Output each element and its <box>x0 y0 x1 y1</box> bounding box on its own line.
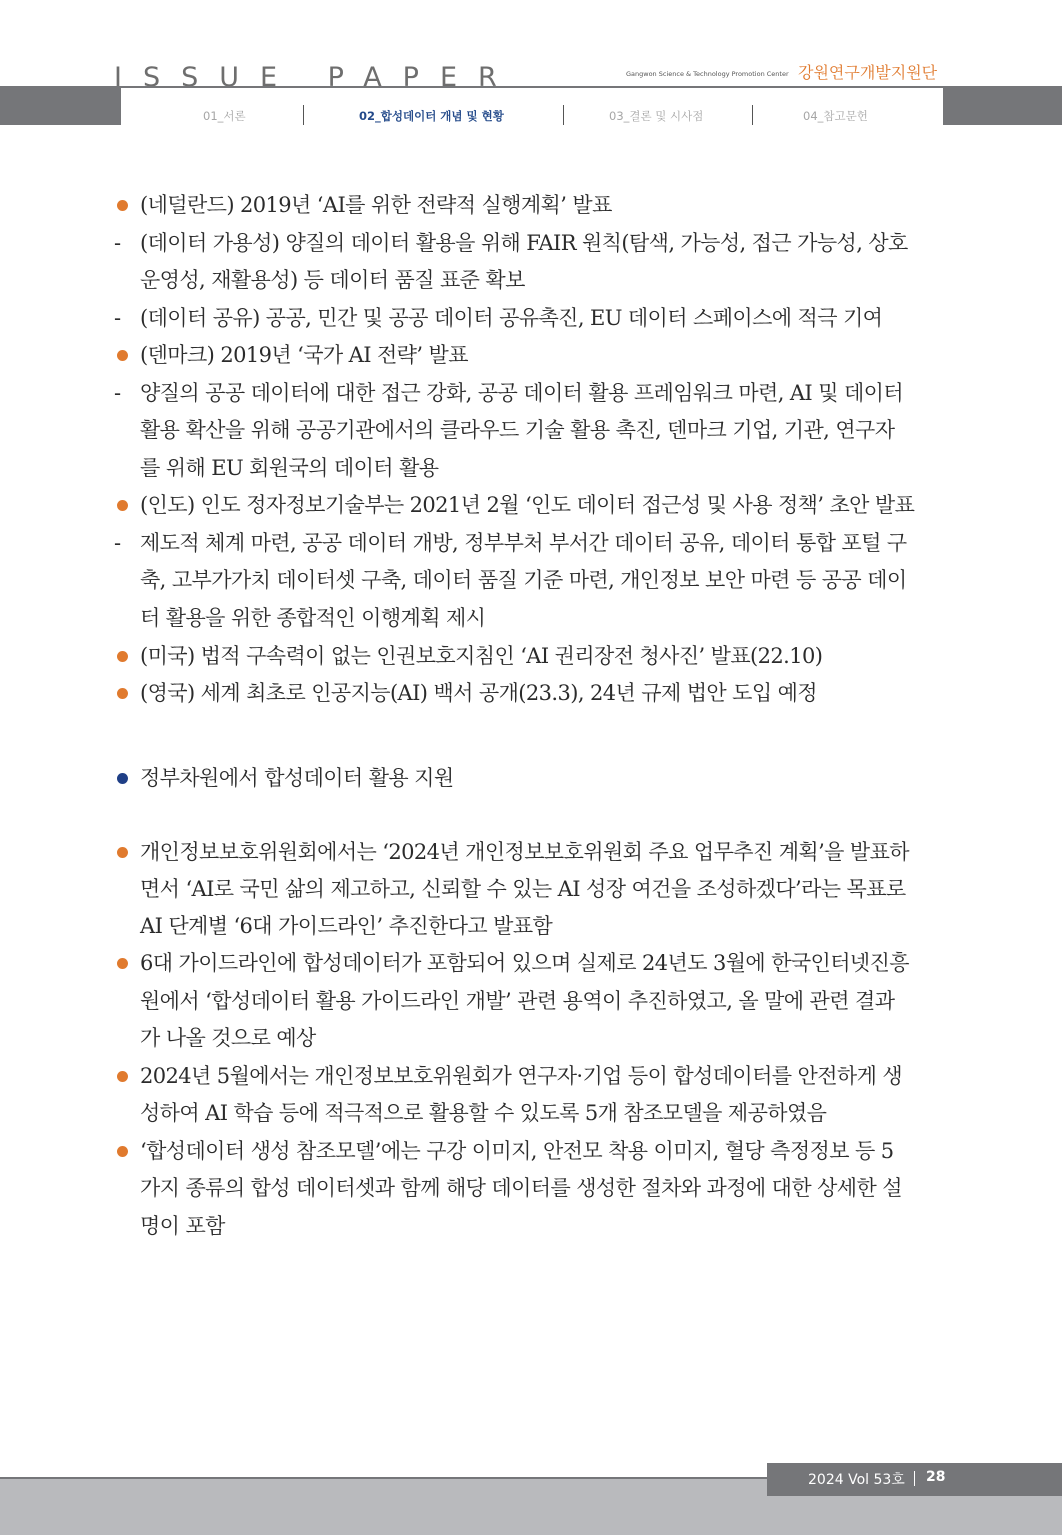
nav-item-references[interactable]: 04_참고문헌 <box>803 109 868 123</box>
bullet-orange-icon <box>117 651 128 662</box>
body-line: 가 나올 것으로 예상 <box>140 1026 316 1050</box>
issue-paper-title: ISSUE PAPER <box>114 62 518 86</box>
bullet-orange-icon <box>117 200 128 211</box>
section-heading: 정부차원에서 합성데이터 활용 지원 <box>140 766 454 790</box>
body-line: AI 단계별 ‘6대 가이드라인’ 추진한다고 발표함 <box>140 914 553 938</box>
body-line: 면서 ‘AI로 국민 삶의 제고하고, 신뢰할 수 있는 AI 성장 여건을 조성하겠다’라는 목표로 <box>140 877 906 901</box>
dash-bullet: - <box>114 381 122 405</box>
bullet-orange-icon <box>117 1146 128 1157</box>
body-line: (덴마크) 2019년 ‘국가 AI 전략’ 발표 <box>140 343 468 367</box>
nav-item-synthetic-data[interactable]: 02_합성데이터 개념 및 현황 <box>359 109 504 123</box>
page-number: 28 <box>926 1469 946 1485</box>
nav-item-introduction[interactable]: 01_서론 <box>203 109 246 123</box>
body-line: 운영성, 재활용성) 등 데이터 품질 표준 확보 <box>140 268 525 292</box>
bullet-orange-icon <box>117 350 128 361</box>
body-line: (영국) 세계 최초로 인공지능(AI) 백서 공개(23.3), 24년 규제 법안 도입 예정 <box>140 681 817 705</box>
body-line: 활용 확산을 위해 공공기관에서의 클라우드 기술 활용 촉진, 덴마크 기업, 기관, 연구자 <box>140 418 895 442</box>
bullet-orange-icon <box>117 847 128 858</box>
body-line: 원에서 ‘합성데이터 활용 가이드라인 개발’ 관련 용역이 추진하였고, 올 말에 관련 결과 <box>140 989 895 1013</box>
body-line: 가지 종류의 합성 데이터셋과 함께 해당 데이터를 생성한 절차와 과정에 대한 상세한 설 <box>140 1176 902 1200</box>
body-line: 터 활용을 위한 종합적인 이행계획 제시 <box>140 606 486 630</box>
body-line: 6대 가이드라인에 합성데이터가 포함되어 있으며 실제로 24년도 3월에 한국인터넷진흥 <box>140 951 909 975</box>
footer-divider <box>914 1471 915 1486</box>
body-line: (네덜란드) 2019년 ‘AI를 위한 전략적 실행계획’ 발표 <box>140 193 612 217</box>
issue-volume: 2024 Vol 53호 <box>808 1472 905 1488</box>
body-line: 2024년 5월에서는 개인정보보호위원회가 연구자·기업 등이 합성데이터를 안전하게 생 <box>140 1064 903 1088</box>
body-line: (데이터 가용성) 양질의 데이터 활용을 위해 FAIR 원칙(탐색, 가능성, 접근 가능성, 상호 <box>140 231 908 255</box>
body-line: (미국) 법적 구속력이 없는 인권보호지침인 ‘AI 권리장전 청사진’ 발표(22.10) <box>140 644 823 668</box>
center-korean-name: 강원연구개발지원단 <box>798 63 938 82</box>
body-line: (인도) 인도 정자정보기술부는 2021년 2월 ‘인도 데이터 접근성 및 사용 정책’ 초안 발표 <box>140 493 915 517</box>
bullet-orange-icon <box>117 688 128 699</box>
body-line: 명이 포함 <box>140 1214 225 1238</box>
body-line: 를 위해 EU 회원국의 데이터 활용 <box>140 456 439 480</box>
body-line: (데이터 공유) 공공, 민간 및 공공 데이터 공유촉진, EU 데이터 스페이스에 적극 기여 <box>140 306 883 330</box>
dash-bullet: - <box>114 531 122 555</box>
center-english-name: Gangwon Science & Technology Promotion Center <box>626 70 789 78</box>
body-line: 개인정보보호위원회에서는 ‘2024년 개인정보보호위원회 주요 업무추진 계획’을 발표하 <box>140 840 909 864</box>
bullet-orange-icon <box>117 958 128 969</box>
body-line: 성하여 AI 학습 등에 적극적으로 활용할 수 있도록 5개 참조모델을 제공하였음 <box>140 1101 827 1125</box>
nav-item-conclusion[interactable]: 03_결론 및 시사점 <box>609 109 704 123</box>
dash-bullet: - <box>114 231 122 255</box>
body-line: ‘합성데이터 생성 참조모델’에는 구강 이미지, 안전모 착용 이미지, 혈당 측정정보 등 5 <box>140 1139 894 1163</box>
bullet-orange-icon <box>117 1071 128 1082</box>
body-line: 제도적 체계 마련, 공공 데이터 개방, 정부부처 부서간 데이터 공유, 데이터 통합 포털 구 <box>140 531 907 555</box>
body-line: 축, 고부가가치 데이터셋 구축, 데이터 품질 기준 마련, 개인정보 보안 마련 등 공공 데이 <box>140 568 907 592</box>
bullet-orange-icon <box>117 500 128 511</box>
body-line: 양질의 공공 데이터에 대한 접근 강화, 공공 데이터 활용 프레임워크 마련, AI 및 데이터 <box>140 381 904 405</box>
bullet-blue-icon <box>117 773 128 784</box>
dash-bullet: - <box>114 306 122 330</box>
